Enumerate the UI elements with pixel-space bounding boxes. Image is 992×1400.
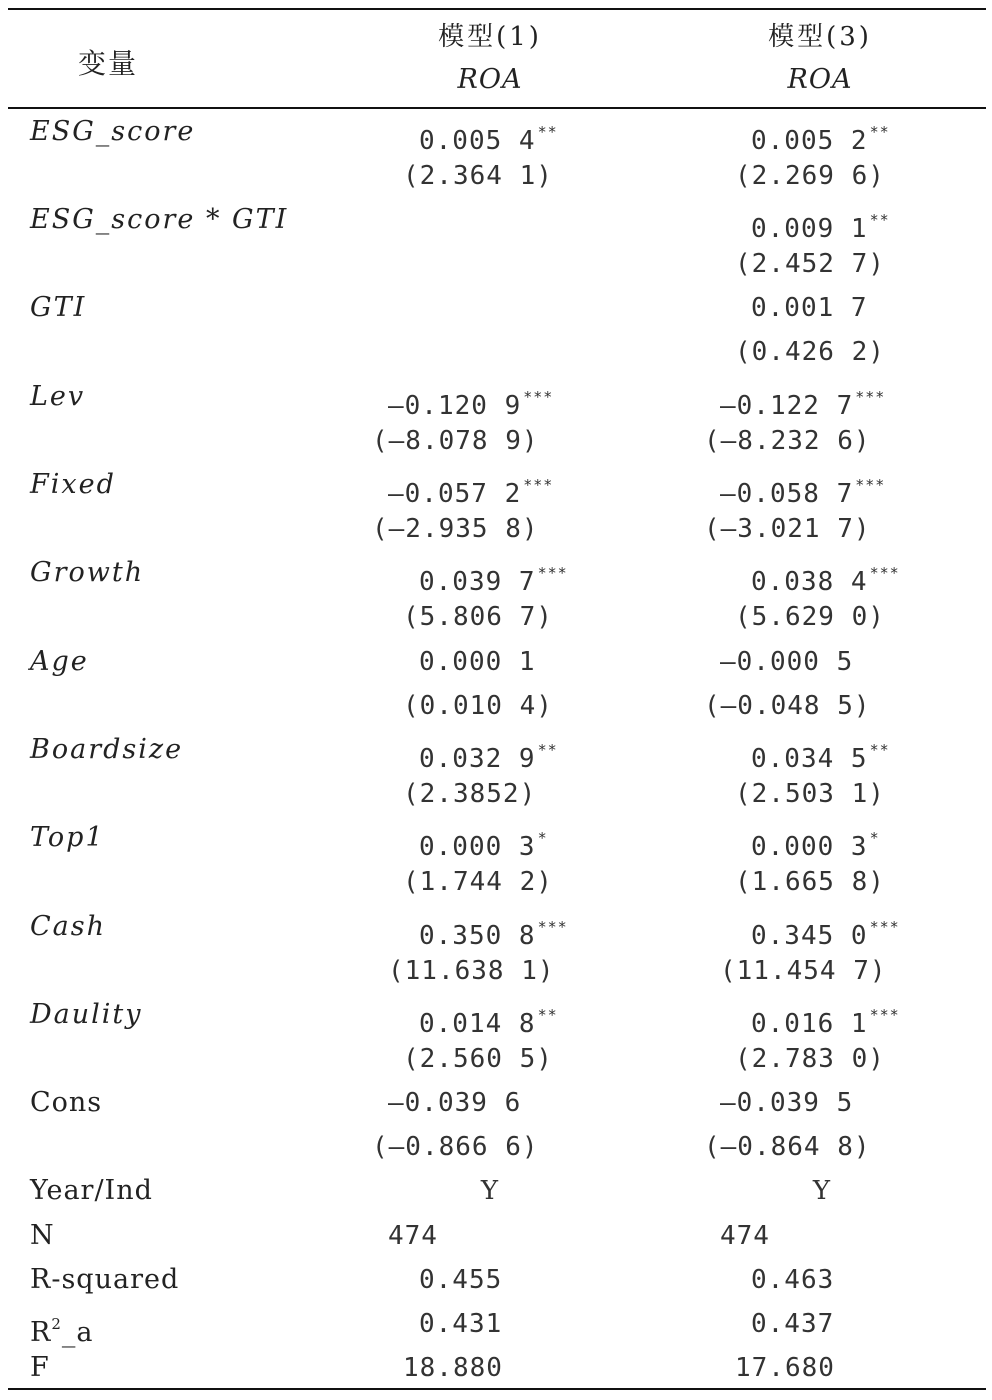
header-model1-dependent: ROA bbox=[457, 64, 523, 95]
row-label: Year/Ind bbox=[30, 1175, 153, 1206]
row-label: F bbox=[30, 1352, 50, 1383]
model1-coef: 0.005 4 ** bbox=[419, 123, 558, 156]
table-row bbox=[0, 507, 992, 551]
model3-coef: —0.058 7 *** bbox=[720, 476, 886, 509]
model3-tstat: (2.503 1) bbox=[735, 779, 885, 809]
model3-coef: 0.009 1 ** bbox=[751, 211, 890, 244]
table-row bbox=[0, 110, 992, 154]
model1-value: 0.431 bbox=[419, 1309, 503, 1339]
model3-value: 17.680 bbox=[735, 1353, 835, 1383]
model1-tstat: (5.806 7) bbox=[403, 602, 553, 632]
model3-tstat: (0.426 2) bbox=[735, 337, 885, 367]
row-label: Boardsize bbox=[30, 734, 184, 765]
row-label: Top1 bbox=[30, 822, 105, 853]
table-row bbox=[0, 684, 992, 728]
model3-coef: 0.005 2 ** bbox=[751, 123, 890, 156]
table-row bbox=[0, 1258, 992, 1302]
model1-tstat: (—0.866 6) bbox=[372, 1132, 539, 1162]
table-row bbox=[0, 816, 992, 860]
model3-tstat: (1.665 8) bbox=[735, 867, 885, 897]
model1-tstat: (—8.078 9) bbox=[372, 426, 539, 456]
header-model1-title: 模型(1) bbox=[438, 22, 542, 52]
model1-tstat: (11.638 1) bbox=[388, 956, 555, 986]
model3-value: 474 bbox=[720, 1221, 770, 1251]
table-row bbox=[0, 1037, 992, 1081]
model3-coef: 0.000 3 * bbox=[751, 829, 880, 862]
table-row bbox=[0, 198, 992, 242]
table-header-rule bbox=[8, 107, 986, 109]
table-row bbox=[0, 1214, 992, 1258]
model3-tstat: (—3.021 7) bbox=[704, 514, 871, 544]
model3-tstat: (5.629 0) bbox=[735, 602, 885, 632]
model3-coef: —0.039 5 bbox=[720, 1088, 854, 1118]
row-label: Age bbox=[30, 646, 89, 677]
row-label: ESG_score bbox=[30, 116, 196, 147]
table-row bbox=[0, 728, 992, 772]
row-label: N bbox=[30, 1220, 55, 1251]
table-row bbox=[0, 375, 992, 419]
model3-tstat: (—8.232 6) bbox=[704, 426, 871, 456]
model3-coef: 0.016 1 *** bbox=[751, 1006, 900, 1039]
table-row bbox=[0, 595, 992, 639]
model1-tstat: (2.364 1) bbox=[403, 161, 553, 191]
row-label: GTI bbox=[30, 292, 87, 323]
table-row bbox=[0, 1125, 992, 1169]
model1-value: Y bbox=[480, 1176, 500, 1206]
row-label: Fixed bbox=[30, 469, 116, 500]
model1-coef: 0.000 3 * bbox=[419, 829, 548, 862]
model3-tstat: (2.452 7) bbox=[735, 249, 885, 279]
table-row bbox=[0, 330, 992, 374]
header-variable-label: 变量 bbox=[78, 47, 139, 80]
model3-coef: 0.001 7 bbox=[751, 293, 868, 323]
table-row bbox=[0, 242, 992, 286]
table-row bbox=[0, 949, 992, 993]
model3-value: 0.437 bbox=[751, 1309, 835, 1339]
table-row bbox=[0, 1302, 992, 1346]
header-model3-dependent: ROA bbox=[787, 64, 853, 95]
row-label: Lev bbox=[30, 381, 86, 412]
table-row bbox=[0, 419, 992, 463]
model3-coef: 0.034 5 ** bbox=[751, 741, 890, 774]
table-row bbox=[0, 551, 992, 595]
model1-coef: —0.120 9 *** bbox=[388, 388, 554, 421]
table-row bbox=[0, 463, 992, 507]
model1-tstat: (2.560 5) bbox=[403, 1044, 553, 1074]
model1-tstat: (—2.935 8) bbox=[372, 514, 539, 544]
header-model3-title: 模型(3) bbox=[768, 22, 872, 52]
model1-coef: 0.014 8 ** bbox=[419, 1006, 558, 1039]
table-row bbox=[0, 993, 992, 1037]
table-row bbox=[0, 1346, 992, 1390]
row-label: Cash bbox=[30, 911, 107, 942]
row-label: $R^2\_a$ bbox=[30, 1315, 94, 1348]
table-row bbox=[0, 1169, 992, 1213]
model3-tstat: (—0.864 8) bbox=[704, 1132, 871, 1162]
model1-coef: —0.039 6 bbox=[388, 1088, 522, 1118]
model3-tstat: (2.783 0) bbox=[735, 1044, 885, 1074]
row-label: Growth bbox=[30, 557, 145, 588]
model1-value: 0.455 bbox=[419, 1265, 503, 1295]
model1-value: 474 bbox=[388, 1221, 438, 1251]
model3-value: 0.463 bbox=[751, 1265, 835, 1295]
table-row bbox=[0, 772, 992, 816]
table-row bbox=[0, 286, 992, 330]
model1-coef: 0.350 8 *** bbox=[419, 918, 568, 951]
model3-tstat: (2.269 6) bbox=[735, 161, 885, 191]
model3-tstat: (—0.048 5) bbox=[704, 691, 871, 721]
model1-coef: 0.032 9 ** bbox=[419, 741, 558, 774]
table-row bbox=[0, 154, 992, 198]
table-row bbox=[0, 640, 992, 684]
table-top-rule bbox=[8, 8, 986, 10]
model3-coef: 0.038 4 *** bbox=[751, 564, 900, 597]
model3-coef: 0.345 0 *** bbox=[751, 918, 900, 951]
model3-coef: —0.122 7 *** bbox=[720, 388, 886, 421]
table-row bbox=[0, 905, 992, 949]
model1-coef: 0.000 1 bbox=[419, 647, 536, 677]
model1-coef: 0.039 7 *** bbox=[419, 564, 568, 597]
model1-tstat: (2.3852) bbox=[403, 779, 537, 809]
model1-tstat: (1.744 2) bbox=[403, 867, 553, 897]
model3-coef: —0.000 5 bbox=[720, 647, 854, 677]
model1-value: 18.880 bbox=[403, 1353, 503, 1383]
row-label: R-squared bbox=[30, 1264, 180, 1295]
row-label: Cons bbox=[30, 1087, 103, 1118]
table-row bbox=[0, 1081, 992, 1125]
model1-tstat: (0.010 4) bbox=[403, 691, 553, 721]
model3-value: Y bbox=[812, 1176, 832, 1206]
row-label: ESG_score * GTI bbox=[30, 204, 289, 235]
row-label: Daulity bbox=[30, 999, 143, 1030]
model3-tstat: (11.454 7) bbox=[720, 956, 887, 986]
table-row bbox=[0, 860, 992, 904]
model1-coef: —0.057 2 *** bbox=[388, 476, 554, 509]
